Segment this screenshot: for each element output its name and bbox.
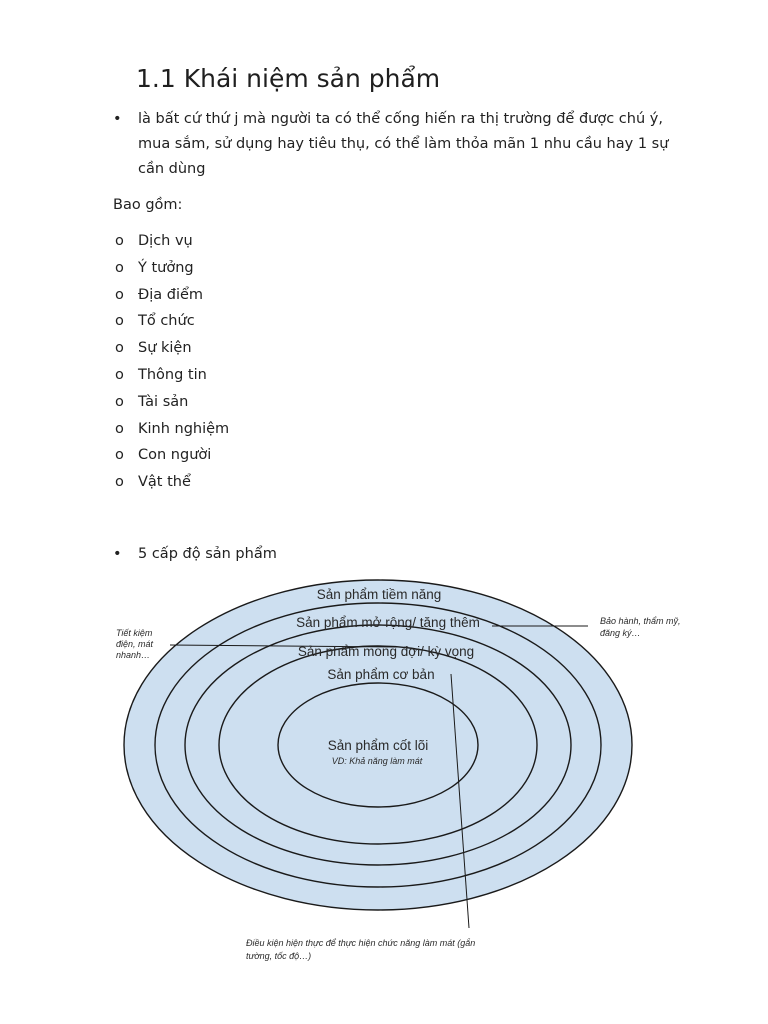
definition-line: mua sắm, sử dụng hay tiêu thụ, có thể làm thỏa mãn 1 nhu cầu hay 1 sự	[138, 136, 669, 152]
note-left-line: Tiết kiệm	[116, 628, 153, 638]
definition-line: cần dùng	[138, 161, 206, 177]
note-left-line: điện, mát	[116, 639, 154, 649]
level-label-augmented: Sản phẩm mở rộng/ tăng thêm	[296, 615, 480, 630]
list-marker: o	[115, 340, 124, 357]
bullet-marker: •	[113, 546, 122, 562]
list-marker: o	[115, 420, 124, 437]
level-label-core: Sản phẩm cốt lõi	[327, 738, 429, 753]
note-right-line: Bảo hành, thẩm mỹ,	[600, 616, 681, 626]
list-item	[113, 419, 229, 446]
list-item	[113, 445, 229, 472]
core-example-label: VD: Khả năng làm mát	[331, 756, 423, 766]
includes-list	[113, 231, 229, 499]
list-marker: o	[115, 366, 124, 383]
list-marker: o	[115, 474, 124, 491]
list-item-label: Địa điểm	[138, 286, 204, 303]
list-item-label: Tài sản	[138, 393, 189, 410]
definition-line: là bất cứ thứ j mà người ta có thể cống hiến ra thị trường để được chú ý,	[138, 111, 663, 127]
list-item	[113, 472, 229, 499]
list-item	[113, 338, 229, 365]
bullet-marker: •	[113, 111, 122, 127]
levels-bullet-text: 5 cấp độ sản phẩm	[138, 546, 277, 562]
list-item	[113, 311, 229, 338]
list-item	[113, 365, 229, 392]
level-label-potential: Sản phẩm tiềm năng	[316, 587, 442, 602]
list-item-label: Kinh nghiệm	[138, 420, 230, 437]
product-levels-diagram	[100, 572, 720, 972]
list-item	[113, 392, 229, 419]
list-item-label: Tổ chức	[138, 313, 195, 330]
note-bottom-line: Điều kiện hiện thực để thực hiện chức năng làm mát (gắn	[246, 938, 476, 948]
levels-bullet	[113, 542, 713, 567]
list-item-label: Sự kiện	[138, 340, 192, 357]
list-item-label: Ý tưởng	[138, 259, 194, 276]
note-right-line: đăng ký…	[600, 628, 641, 638]
list-marker: o	[115, 286, 124, 303]
level-label-expected: Sản phẩm mong đợi/ kỳ vọng	[297, 644, 475, 659]
list-marker: o	[115, 259, 124, 276]
list-item-label: Thông tin	[138, 366, 207, 383]
list-item	[113, 231, 229, 258]
note-bottom-line: tường, tốc độ…)	[246, 951, 312, 961]
level-label-basic: Sản phẩm cơ bản	[327, 667, 435, 682]
list-marker: o	[115, 313, 124, 330]
definition-bullet	[113, 107, 713, 182]
includes-label: Bao gồm:	[113, 197, 183, 213]
list-item-label: Dịch vụ	[138, 233, 193, 249]
list-item-label: Vật thể	[138, 474, 191, 491]
list-marker: o	[115, 393, 124, 410]
list-marker: o	[115, 447, 124, 464]
page-title: 1.1 Khái niệm sản phẩm	[136, 64, 441, 93]
list-item	[113, 258, 229, 285]
list-marker: o	[115, 233, 124, 249]
note-left-line: nhanh…	[116, 650, 151, 660]
list-item	[113, 285, 229, 312]
list-item-label: Con người	[138, 447, 212, 464]
